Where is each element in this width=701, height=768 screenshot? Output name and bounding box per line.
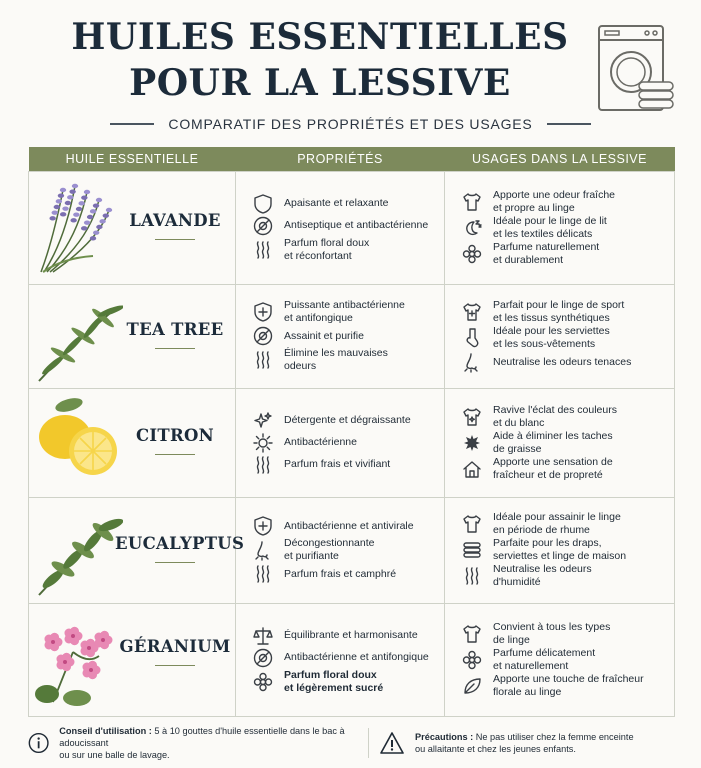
table-row [29,388,675,497]
oil-cell [29,388,236,497]
item-text [284,436,357,449]
scent-waves-icon [252,349,274,371]
tshirt-icon [461,513,483,535]
item-text [284,458,390,471]
property-item [236,537,444,563]
item-line: Parfume naturellement [493,240,600,253]
property-item [236,325,444,347]
item-text [284,330,364,343]
divider [547,123,591,125]
item-line: Assainit et purifie [284,329,364,342]
flower-icon [252,671,274,693]
item-text [284,568,396,581]
item-line: et légèrement sucré [284,681,384,694]
scent-waves-icon [252,454,274,476]
oil-cell [29,284,236,388]
no-bacteria-icon [252,215,274,237]
property-item [236,237,444,263]
item-line: Idéale pour le linge de lit [493,214,607,227]
usage-item [445,511,674,537]
usage-item [445,621,674,647]
oil-cell [29,171,236,284]
item-line: Apporte une touche de fraîcheur [493,672,644,685]
property-item [236,193,444,215]
tip-text: 5 à 10 gouttes d'huile essentielle dans le bac à adoucissant [59,726,345,748]
item-text [284,197,389,210]
scent-waves-icon [252,563,274,585]
item-line: et propre au linge [493,201,575,214]
item-line: d'humidité [493,576,541,588]
item-line: Apporte une odeur fraîche [493,188,616,201]
item-line: Parfum frais et vivifiant [284,458,391,470]
property-item [236,215,444,237]
precautions [379,731,634,755]
tip-label: Conseil d'utilisation : [59,726,152,736]
usage-item [445,563,674,589]
property-item [236,563,444,585]
stain-icon [461,432,483,454]
shield-plus-icon [252,515,274,537]
scent-waves-icon [252,239,274,261]
item-text [284,347,388,373]
towels-icon [461,539,483,561]
item-line: et naturellement [493,659,569,672]
property-item [236,432,444,454]
property-item [236,347,444,373]
properties-cell [236,603,445,716]
item-line: Aide à éliminer les taches [493,429,613,442]
usage-item [445,351,674,373]
item-text [284,299,405,325]
item-line: et antifongique [284,312,353,324]
usages-cell [445,603,675,716]
geranium-illustration [33,612,123,708]
item-line: de graisse [493,442,542,455]
usage-item [445,647,674,673]
item-line: florale au linge [493,685,562,698]
item-text [493,404,617,430]
warn-text: Ne pas utiliser chez la femme enceinte [473,732,634,742]
property-item [236,299,444,325]
usages-cell [445,284,675,388]
item-text [493,430,613,456]
property-item [236,410,444,432]
no-bacteria-icon [252,647,274,669]
property-item [236,669,444,695]
usage-item [445,299,674,325]
column-header-oil: HUILE ESSENTIELLE [29,147,236,171]
item-line: de linge [493,633,530,646]
usage-item [445,189,674,215]
properties-cell [236,497,445,603]
bacteria-icon [252,432,274,454]
subtitle-row [0,116,701,132]
lavender-illustration [33,180,123,276]
item-line: et réconfortant [284,249,352,262]
item-line: Antiseptique et antibactérienne [284,219,429,231]
scent-waves-icon [461,565,483,587]
item-line: Parfum floral doux [284,668,377,681]
tip-text-2: ou sur une balle de lavage. [59,750,170,760]
item-text [493,456,613,482]
sparkles-icon [252,410,274,432]
comparison-table [28,147,675,717]
item-text [493,215,607,241]
property-item [236,515,444,537]
sock-icon [461,327,483,349]
item-text [493,189,615,215]
item-text [493,511,621,537]
item-line: Équilibrante et harmonisante [284,629,418,641]
info-icon [28,731,49,755]
house-icon [461,458,483,480]
item-line: Parfum frais et camphré [284,567,397,580]
item-line: Puissante antibactérienne [284,299,405,311]
item-line: Antibactérienne et antifongique [284,651,429,663]
washing-machine-icon [597,24,677,114]
item-line: Neutralise les odeurs [493,563,592,575]
usage-tip [28,725,358,761]
sport-shirt-icon [461,301,483,323]
shield-plus-icon [252,301,274,323]
item-line: et du blanc [493,416,545,429]
table-row [29,284,675,388]
item-text [284,414,411,427]
item-line: Idéale pour assainir le linge [493,511,621,523]
item-text [284,219,428,232]
properties-cell [236,388,445,497]
oil-name: GÉRANIUM [119,636,231,656]
column-header-properties: PROPRIÉTÉS [236,147,445,171]
usage-item [445,456,674,482]
tea-tree-illustration [33,289,123,385]
item-line: Apaisante et relaxante [284,197,389,209]
moon-sleep-icon [461,217,483,239]
lemon-illustration [33,395,123,491]
item-text [493,299,624,325]
nose-icon [252,539,274,561]
property-item [236,454,444,476]
warn-text-2: ou allaitante et chez les jeunes enfants. [415,744,576,754]
oil-name: TEA TREE [126,319,224,339]
oil-name-underline [155,348,195,349]
item-text [493,356,631,369]
warning-icon [379,731,405,755]
item-line: Parfume délicatement [493,646,596,659]
oil-name-underline [155,239,195,240]
item-line: Antibactérienne et antivirale [284,519,414,532]
oil-name: EUCALYPTUS [115,533,245,553]
item-line: Décongestionnante [284,537,375,549]
oil-name-underline [155,454,195,455]
usage-item [445,215,674,241]
item-line: Élimine les mauvaises [284,347,388,359]
table-row [29,603,675,716]
usage-item [445,241,674,267]
item-line: Parfum floral doux [284,236,370,249]
footer [28,725,674,761]
divider [110,123,154,125]
item-line: Parfaite pour les draps, [493,537,602,549]
item-line: Parfait pour le linge de sport [493,299,625,311]
item-line: et purifiante [284,550,339,562]
item-text [493,673,644,699]
leaf-icon [461,675,483,697]
item-text [284,669,383,695]
page-title-line1: HUILES ESSENTIELLES [71,16,569,58]
flower-icon [461,243,483,265]
oil-name: LAVANDE [129,210,221,230]
item-line: Idéale pour les serviettes [493,325,610,337]
item-line: et durablement [493,253,564,266]
no-bacteria-icon [252,325,274,347]
item-text [284,651,429,664]
usage-item [445,673,674,699]
eucalyptus-illustration [33,503,123,599]
item-text [493,621,610,647]
item-line: Neutralise les odeurs tenaces [493,355,632,368]
item-line: odeurs [284,360,317,372]
item-text [284,629,418,642]
item-line: Convient à tous les types [493,620,611,633]
subtitle: COMPARATIF DES PROPRIÉTÉS ET DES USAGES [168,116,533,132]
usages-cell [445,497,675,603]
oil-cell [29,497,245,603]
properties-cell [236,171,445,284]
usages-cell [445,171,675,284]
property-item [236,625,444,647]
item-line: et les tissus synthétiques [493,312,610,324]
shield-icon [252,193,274,215]
table-row [29,171,675,284]
table-row [29,497,675,603]
oil-name: CITRON [135,425,215,445]
item-text [493,241,599,267]
flower-icon [461,649,483,671]
usage-item [445,537,674,563]
tshirt-icon [461,191,483,213]
item-line: serviettes et linge de maison [493,550,627,562]
item-text [284,537,375,563]
page-title-line2: POUR LA LESSIVE [129,62,511,104]
usage-item [445,430,674,456]
item-line: fraîcheur et de propreté [493,468,603,481]
oil-cell [29,603,236,716]
balance-icon [252,625,274,647]
item-line: Antibactérienne [284,436,357,448]
item-line: et les textiles délicats [493,227,593,240]
shining-shirt-icon [461,406,483,428]
nose-icon [461,351,483,373]
property-item [236,647,444,669]
properties-cell [236,284,445,388]
oil-name-underline [155,562,195,563]
usages-cell [445,388,675,497]
item-line: en période de rhume [493,524,590,536]
warn-label: Précautions : [415,732,474,742]
footer-divider [368,728,369,758]
item-line: Détergente et dégraissante [284,414,411,426]
item-text [284,520,414,533]
usage-item [445,404,674,430]
item-line: et les sous-vêtements [493,338,596,350]
oil-name-underline [155,665,195,666]
column-header-usages: USAGES DANS LA LESSIVE [445,147,675,171]
usage-item [445,325,674,351]
item-line: Ravive l'éclat des couleurs [493,403,617,416]
item-text [284,237,369,263]
item-text [493,325,610,351]
tshirt-icon [461,623,483,645]
item-line: Apporte une sensation de [493,455,613,468]
item-text [493,563,592,589]
item-text [493,647,595,673]
item-text [493,537,626,563]
